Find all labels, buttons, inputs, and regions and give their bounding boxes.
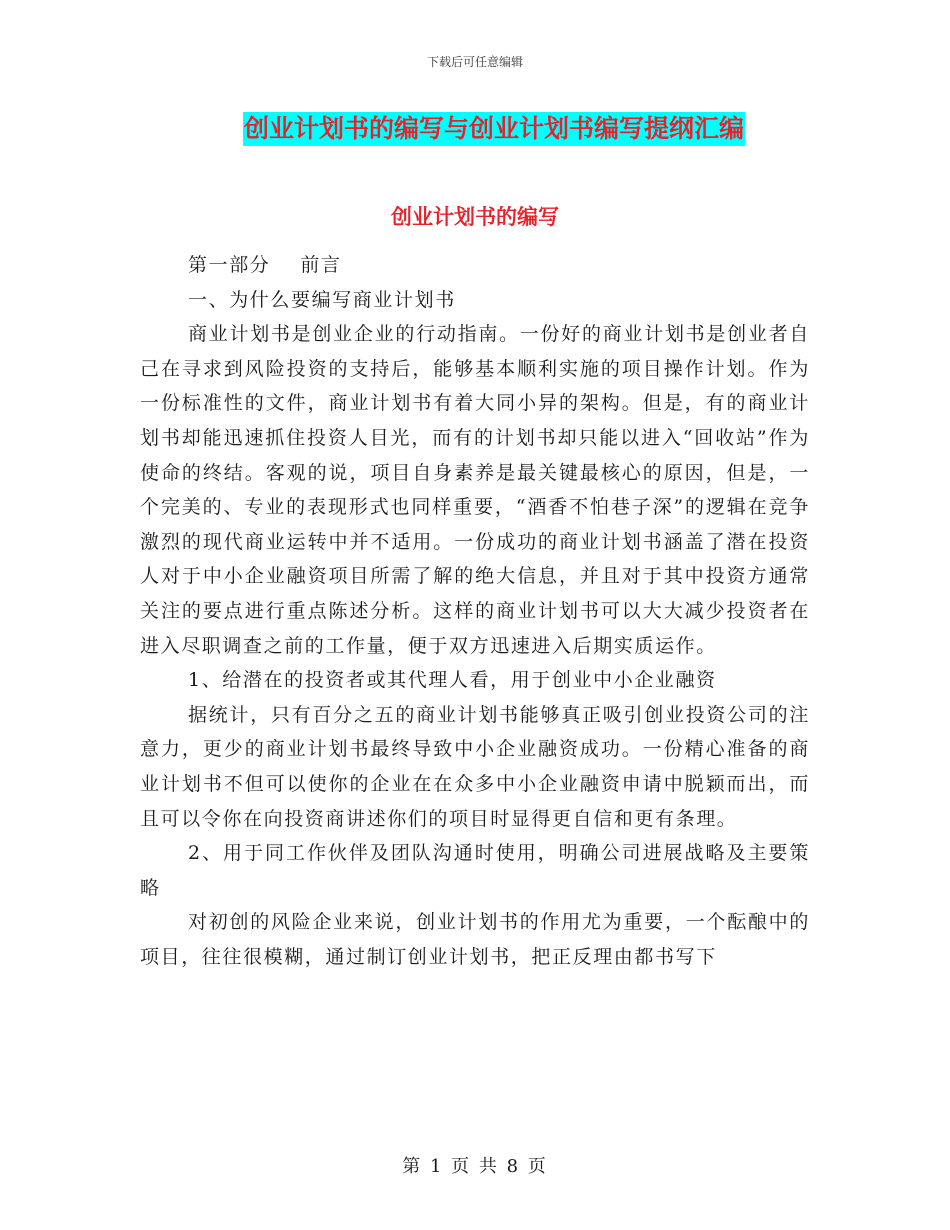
heading-why-write: 一、为什么要编写商业计划书 xyxy=(188,288,456,311)
page-number: 第 1 页 共 8 页 xyxy=(402,1156,548,1177)
part-heading xyxy=(140,248,810,283)
paragraph-startup: 对初创的风险企业来说，创业计划书的作用尤为重要，一个酝酿中的项目，往往很模糊，通过制订创业计划书，把正反理由都书写下 xyxy=(140,911,810,968)
part-name: 前言 xyxy=(300,254,342,276)
main-title-container xyxy=(0,112,950,146)
heading-for-investors: 1、给潜在的投资者或其代理人看，用于创业中小企业融资 xyxy=(188,669,717,692)
section-title: 创业计划书的编写 xyxy=(391,205,559,229)
part-label: 第一部分 xyxy=(188,254,271,276)
paragraph-intro: 商业计划书是创业企业的行动指南。一份好的商业计划书是创业者自己在寻求到风险投资的支持后，能够基本顺利实施的项目操作计划。作为一份标准性的文件，商业计划书有着大同小异的架构。但是，有的商业计划书却能迅速抓住投资人目光，而有的计划书却只能以进入“回收站”作为使命的终结。客观的说，项目自身素养是最关键最核心的原因，但是，一个完美的、专业的表现形式也同样重要，“酒香不怕巷子深”的逻辑在竞争激烈的现代商业运转中并不适用。一份成功的商业计划书涵盖了潜在投资人对于中小企业融资项目所需了解的绝大信息，并且对于其中投资方通常关注的要点进行重点陈述分析。这样的商业计划书可以大大减少投资者在进入尽职调查之前的工作量，便于双方迅速进入后期实质运作。 xyxy=(140,323,810,657)
document-body xyxy=(140,248,810,974)
main-title: 创业计划书的编写与创业计划书编写提纲汇编 xyxy=(243,112,745,146)
paragraph-statistics: 据统计，只有百分之五的商业计划书能够真正吸引创业投资公司的注意力，更少的商业计划书最终导致中小企业融资成功。一份精心准备的商业计划书不但可以使你的企业在在众多中小企业融资申请中脱颖而出，而且可以令你在向投资商讲述你们的项目时显得更自信和更有条理。 xyxy=(140,703,810,830)
heading-for-team: 2、用于同工作伙伴及团队沟通时使用，明确公司进展战略及主要策略 xyxy=(140,842,810,899)
page-header-note: 下载后可任意编辑 xyxy=(426,55,523,69)
